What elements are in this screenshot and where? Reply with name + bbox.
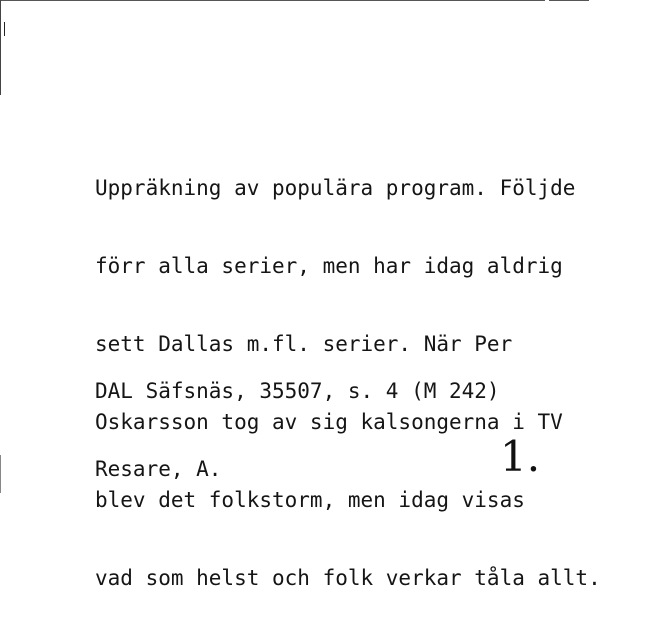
body-line: Uppräkning av populära program. Följde bbox=[95, 176, 576, 200]
card-left-edge bbox=[0, 0, 1, 95]
body-line: vad som helst och folk verkar tåla allt. bbox=[95, 566, 601, 590]
card-reference bbox=[95, 326, 500, 534]
reference-author: Resare, A. bbox=[95, 457, 222, 481]
body-line: sett Dallas m.fl. serier. När Per bbox=[95, 332, 513, 356]
card-top-edge bbox=[0, 0, 545, 1]
body-line: Oskarsson tog av sig kalsongerna i TV bbox=[95, 410, 563, 434]
body-line: förr alla serier, men har idag aldrig bbox=[95, 254, 563, 278]
card-left-edge-lower bbox=[0, 455, 1, 493]
handwritten-page-number: 1. bbox=[500, 432, 541, 481]
card-top-edge-right bbox=[549, 0, 589, 1]
reference-source: DAL Säfsnäs, 35507, s. 4 (M 242) bbox=[95, 379, 500, 403]
body-line: blev det folkstorm, men idag visas bbox=[95, 488, 525, 512]
card-left-tick bbox=[4, 22, 5, 36]
